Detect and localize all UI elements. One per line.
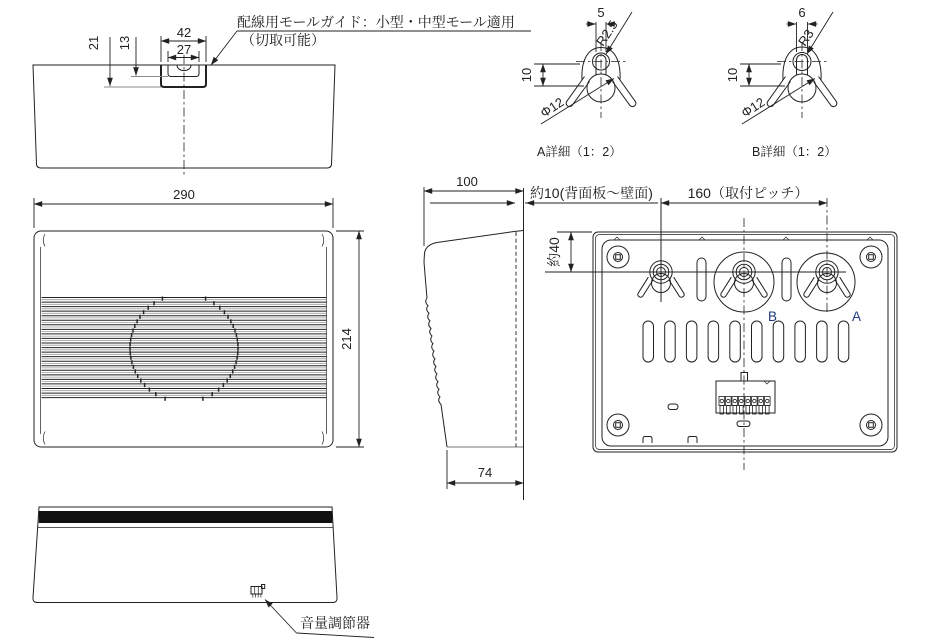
detail-a-view [519,5,636,159]
keyhole-label-b: B [768,309,778,324]
back-panel [602,240,888,446]
vent-slots [643,321,849,362]
detail-b-caption: B詳細（1：2） [752,145,837,159]
volume-control-icon [251,585,265,598]
back-outline-outer [593,232,897,452]
front-view-outline [34,231,333,447]
screw-boss-bottom-right [860,414,882,436]
mold-guide-leader [211,31,237,65]
side-top-edge [437,231,524,243]
side-dim-bottom-depth: 74 [477,465,493,480]
back-small-slot-left [668,404,678,410]
back-dim-keyhole-offset: 約40 [546,237,562,267]
back-small-slot-center [737,421,750,427]
back-slot-right [782,258,791,301]
side-front-edge [424,243,437,299]
back-hook-left [643,437,652,444]
front-view [34,187,364,447]
detail-a-dim-hole-dia: Φ12 [537,94,567,121]
screw-boss-bottom-left [607,414,629,436]
back-hook-right [688,437,697,444]
detail-b-view [725,5,837,159]
back-view [430,185,897,470]
dim-guide-outer-width: 42 [176,25,192,40]
bottom-grille-band [39,511,333,523]
detail-a-dim-slot-width: 5 [597,5,605,20]
back-dim-mount-pitch: 160（取付ピッチ） [687,185,809,201]
screw-boss-top-left [607,246,629,268]
terminal-cells [719,397,770,415]
front-dim-width: 290 [173,187,195,202]
side-louver-edge [426,298,447,447]
side-view [424,174,524,500]
detail-a-dim-radius: R2.5 [593,17,621,49]
detail-b-dim-radius: R3 [795,26,817,49]
screw-boss-top-right [860,246,882,268]
front-dim-height: 214 [339,328,354,350]
detail-a-dim-height: 10 [519,67,534,83]
detail-a-caption: A詳細（1：2） [537,145,622,159]
volume-leader [265,600,297,634]
dim-guide-depth-outer: 21 [86,35,101,51]
top-view [33,14,531,176]
detail-b-dim-height: 10 [725,67,740,83]
detail-b-dim-slot-width: 6 [798,5,806,20]
terminal-block [716,373,775,415]
keyhole-label-a: A [852,309,862,324]
back-dim-wall-gap: 約10(背面板～壁面) [530,185,653,201]
mold-guide-callout-line1: 配線用モールガイド：小型・中型モール適用 [237,14,515,30]
volume-callout: 音量調節器 [300,615,370,631]
back-slot-left [697,258,706,301]
grille-lines [42,297,327,401]
side-dim-depth: 100 [456,174,478,189]
detail-b-dim-hole-dia: Φ12 [738,94,768,121]
dim-guide-depth-inner: 13 [117,35,132,51]
dim-guide-inner-width: 27 [176,42,192,57]
bottom-view [33,507,374,638]
mold-guide-callout-line2: （切取可能） [241,32,325,48]
keyhole-a-circle [797,253,855,311]
